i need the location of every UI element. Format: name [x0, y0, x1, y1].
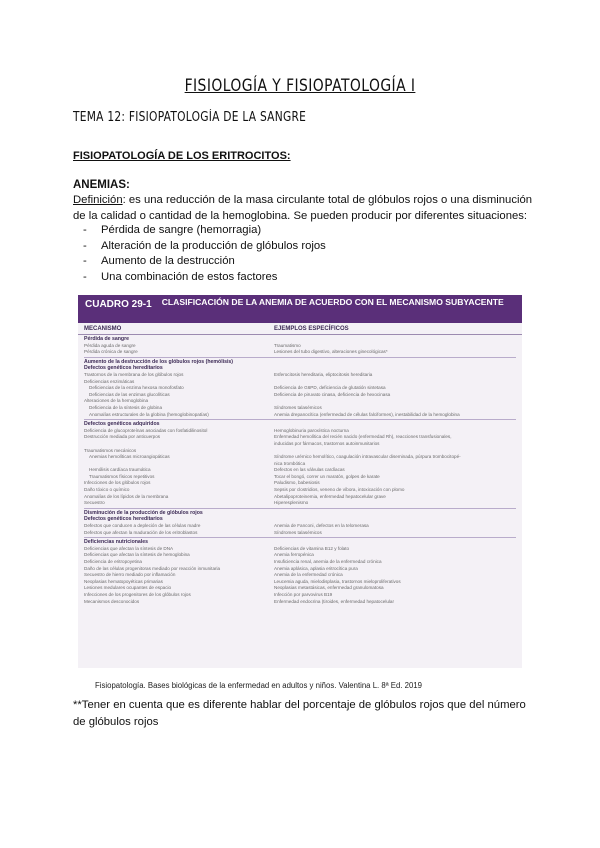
table-cell-mechanism: Pérdida de sangre [84, 336, 129, 342]
table-cell-mechanism: Anomalías de los lípidos de la membrana [84, 493, 169, 499]
table-row [84, 379, 516, 386]
table-cell-mechanism: Infecciones de los progenitores de los glóbulos rojos [84, 591, 191, 597]
table-cell-example: Esferocitosis hereditaria, eliptocitosis hereditaria [274, 371, 373, 377]
table-row [84, 599, 516, 606]
table-column-headers [78, 323, 522, 335]
table-cell-mechanism: Deficiencias nutricionales [84, 539, 149, 546]
table-cell-example [274, 398, 516, 405]
table-row [84, 357, 516, 366]
table-cell-example: Traumatismo [274, 342, 301, 348]
column-header-mechanism: MECANISMO [84, 326, 122, 332]
table-cell-example: Deficiencias de vitamina B12 y folato [274, 545, 350, 551]
list-item-text: Una combinación de estos factores [101, 270, 278, 283]
table-row [84, 441, 516, 448]
table-body [78, 335, 522, 606]
table-cell-example: Abetalipoproteinemia, enfermedad hepatocelular grave [274, 493, 386, 499]
classification-table-image [78, 295, 522, 668]
list-item [83, 270, 326, 286]
table-cell-mechanism: Deficiencias que afectan la síntesis de DNA [84, 545, 174, 551]
table-cell-mechanism: Daño de las células progenitoras mediado por reacción inmunitaria [84, 565, 221, 571]
table-cell-mechanism: Infecciones de los glóbulos rojos [84, 480, 151, 486]
table-row [84, 412, 516, 419]
table-cell-example: Insuficiencia renal, anemia de la enfermedad crónica [274, 559, 382, 564]
table-row [84, 494, 516, 501]
figure-caption: Fisiopatología. Bases biológicas de la enfermedad en adultos y niños. Valentina L. 8ª Ed. 2019 [95, 681, 422, 690]
table-cell-example [274, 516, 516, 523]
table-row [84, 487, 516, 494]
table-cell-example [274, 448, 516, 455]
list-item-text: Aumento de la destrucción [101, 255, 235, 267]
table-cell-example: Síndromes talasémicos [274, 529, 322, 535]
table-row [84, 592, 516, 599]
table-cell-mechanism: Defectos que afectan la maduración de los eritroblastos [84, 529, 198, 535]
table-cell-example [274, 510, 516, 517]
column-header-examples: EJEMPLOS ESPECÍFICOS [274, 326, 349, 332]
table-cell-example [274, 336, 516, 343]
table-cell-example [274, 359, 516, 366]
list-dash: - [83, 255, 87, 267]
table-cell-example: Infección por parvovirus B19 [274, 591, 333, 597]
table-cell-example: Hemoglobinuria paroxística nocturna [274, 427, 349, 433]
table-cell-example: Defectos en las válvulas cardíacas [274, 467, 345, 473]
table-row [84, 530, 516, 537]
table-row [84, 349, 516, 356]
table-cell-mechanism: Aumento de la destrucción de los glóbulos rojos (hemólisis) [84, 358, 234, 365]
table-cell-example: Deficiencia de piruvato cinasa, deficiencia de hexocinasa [274, 391, 391, 397]
table-cell-example: Anemia drepanocítica (enfermedad de células falciformes), inestabilidad de la hemoglobina [274, 411, 460, 417]
table-cell-example: Leucemia aguda, mielodisplasia, trastornos mieloproliferativos [274, 578, 401, 584]
table-cell-mechanism: Trastornos de la membrana de los glóbulos rojos [84, 371, 184, 377]
list-item-text: Alteración de la producción de glóbulos rojos [101, 239, 326, 252]
table-cell-mechanism: Traumatismos físicos repetitivos [89, 473, 155, 479]
table-row [84, 343, 516, 350]
table-cell-mechanism: Deficiencias de las enzimas glucolíticas [89, 391, 170, 397]
table-cell-example: Hiperesplenismo [274, 500, 309, 506]
definition-text: : es una reducción de la masa circulante total de glóbulos rojos o una disminución de la calidad o cantidad de la hemoglobina. Se pueden producir por diferentes situaciones: [73, 194, 533, 222]
table-cell-mechanism: Deficiencia de glucoproteínas asociadas con fosfatidilinositol [84, 427, 208, 433]
table-row [84, 566, 516, 573]
table-cell-mechanism: Anemias hemolíticas microangiopáticas [89, 454, 170, 460]
table-row [84, 559, 516, 566]
table-row [84, 385, 516, 392]
table-row [84, 365, 516, 372]
table-cell-mechanism: Defectos genéticos hereditarios [84, 516, 163, 523]
table-cell-mechanism: Alteraciones de la hemoglobina [84, 398, 149, 404]
table-cell-mechanism: Anomalías estructurales de la globina (hemoglobinopatías) [89, 411, 209, 417]
causes-list [83, 223, 326, 285]
list-dash: - [83, 224, 87, 236]
table-cell-mechanism: Mecanismos desconocidos [84, 598, 140, 604]
list-item [83, 239, 326, 255]
table-cell-example [274, 365, 516, 372]
table-cell-example: Enfermedad endocrina (tiroides, enfermedad hepatocelular [274, 598, 395, 604]
table-cell-mechanism: Defectos genéticos adquiridos [84, 421, 160, 428]
table-cell-mechanism: Secuestro de hierro mediado por inflamación [84, 572, 176, 578]
anemias-heading: ANEMIAS: [73, 179, 130, 191]
table-row [84, 572, 516, 579]
table-row [84, 434, 516, 441]
table-header [78, 295, 522, 323]
table-row [84, 585, 516, 592]
table-cell-mechanism: Deficiencia de la síntesis de globina [89, 404, 163, 410]
table-cell-mechanism: Deficiencia de eritropoyetina [84, 559, 142, 564]
table-cell-mechanism: Destrucción mediada por anticuerpos [84, 434, 161, 440]
table-cell-mechanism: Traumatismos mecánicos [84, 447, 137, 453]
table-cell-example: Enfermedad hemolítica del recién nacido (enfermedad Rh), reacciones transfusionales, [274, 434, 452, 440]
table-cell-mechanism: Disminución de la producción de glóbulos rojos [84, 509, 203, 516]
table-row [84, 398, 516, 405]
table-row [84, 474, 516, 481]
table-cell-example: Anemia de Fanconi, defectos en la telomerasa [274, 523, 369, 529]
table-row [84, 372, 516, 379]
table-cell-mechanism: Defectos que conducen a depleción de las células madre [84, 523, 201, 529]
table-row [84, 508, 516, 517]
table-cell-mechanism: Neoplasias hematopoyéticas primarias [84, 578, 163, 584]
table-cell-example: Neoplasias metastásicas, enfermedad granulomatosa [274, 585, 384, 591]
table-cell-example: Lesiones del tubo digestivo, alteraciones ginecológicas* [274, 349, 388, 355]
table-cell-mechanism: Lesiones medulares ocupantes de espacio [84, 585, 172, 591]
table-cell-example: nica trombótica [274, 460, 306, 466]
section-heading: FISIOPATOLOGÍA DE LOS ERITROCITOS: [73, 150, 291, 162]
table-title: CLASIFICACIÓN DE LA ANEMIA DE ACUERDO CON EL MECANISMO SUBYACENTE [161, 297, 504, 307]
table-cell-mechanism: Deficiencias que afectan la síntesis de hemoglobina [84, 552, 190, 558]
table-row [84, 461, 516, 468]
table-cell-mechanism: Pérdida crónica de sangre [84, 349, 138, 355]
table-row [84, 546, 516, 553]
table-cell-example [274, 379, 516, 386]
table-row [84, 523, 516, 530]
table-cell-mechanism: Deficiencias enzimáticas [84, 378, 135, 384]
table-cell-example: Paludismo, babesiosis [274, 480, 320, 486]
table-row [84, 552, 516, 559]
table-row [84, 467, 516, 474]
table-cell-example [274, 539, 516, 546]
document-title: FISIOLOGÍA Y FISIOPATOLOGÍA I [184, 76, 416, 96]
table-cell-example: Anemia aplásica, aplasia eritrocítica pura [274, 565, 358, 571]
table-cell-example: Síndromes talasémicos [274, 404, 322, 410]
table-cell-mechanism: Pérdida aguda de sangre [84, 342, 136, 348]
table-cell-mechanism [84, 441, 274, 448]
table-cell-example: Deficiencia de G6PD, deficiencia de glutatión sintetasa [274, 385, 386, 391]
table-row [84, 419, 516, 428]
table-cell-mechanism: Secuestro [84, 500, 105, 506]
definition-paragraph [73, 193, 533, 224]
table-row [84, 405, 516, 412]
table-row [84, 428, 516, 435]
table-row [84, 480, 516, 487]
table-row [84, 500, 516, 507]
table-cell-example: Tocar el bongó, correr un maratón, golpes de karate [274, 473, 380, 479]
table-number: CUADRO 29-1 [85, 299, 152, 310]
table-cell-example: Sepsis por clostridios, veneno de víbora, intoxicación con plomo [274, 487, 405, 493]
table-row [84, 454, 516, 461]
table-cell-mechanism: Deficiencias de la enzima hexosa monofosfato [89, 385, 184, 391]
list-dash: - [83, 239, 87, 252]
list-item [83, 254, 326, 270]
list-dash: - [83, 270, 87, 283]
table-cell-example [274, 421, 516, 428]
topic-heading: TEMA 12: FISIOPATOLOGÍA DE LA SANGRE [73, 110, 307, 125]
table-row [84, 516, 516, 523]
table-cell-example: Anemia ferropénica [274, 552, 314, 558]
table-row [84, 579, 516, 586]
table-cell-mechanism: Defectos genéticos hereditarios [84, 365, 163, 372]
table-cell-example: inducidas por fármacos, trastornos autoinmunitarios [274, 440, 380, 446]
list-item-text: Pérdida de sangre (hemorragia) [101, 224, 262, 236]
definition-term: Definición [73, 194, 123, 206]
table-row [84, 336, 516, 343]
table-cell-mechanism: Daño tóxico o químico [84, 487, 130, 493]
table-cell-mechanism: Hemólisis cardíaca traumática [89, 467, 151, 473]
table-row [84, 392, 516, 399]
table-cell-mechanism [84, 461, 274, 468]
table-cell-example: Síndrome urémico hemolítico, coagulación intravascular diseminada, púrpura trombocitopé- [274, 454, 461, 460]
table-row [84, 448, 516, 455]
table-cell-example: Anemia de la enfermedad crónica [274, 572, 343, 578]
note-paragraph: **Tener en cuenta que es diferente hablar del porcentaje de glóbulos rojos que del número de glóbulos rojos [73, 699, 526, 728]
table-row [84, 537, 516, 546]
list-item [83, 223, 326, 239]
